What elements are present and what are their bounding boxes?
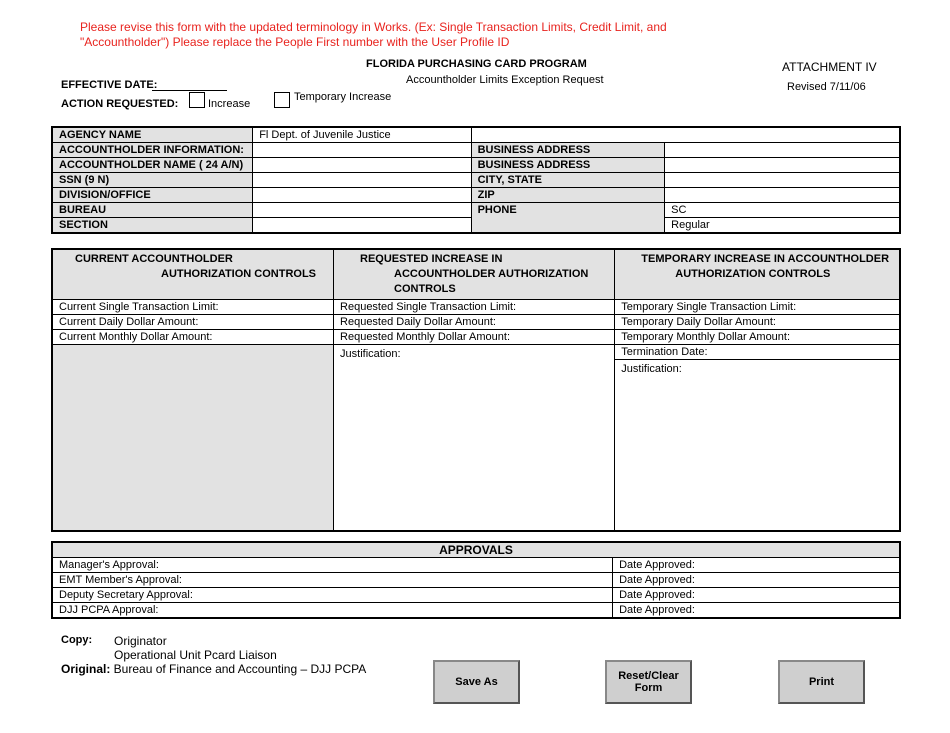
business-address-label-1: BUSINESS ADDRESS (471, 143, 665, 158)
revision-note-line-1: Please revise this form with the updated terminology in Works. (Ex: Single Transaction Limits, Credit Limit, and (80, 20, 667, 34)
agency-name-label: AGENCY NAME (52, 127, 253, 143)
temporary-single-limit[interactable]: Temporary Single Transaction Limit: (615, 300, 900, 315)
effective-date-field[interactable] (152, 90, 227, 91)
temporary-daily-amount[interactable]: Temporary Daily Dollar Amount: (615, 315, 900, 330)
emt-approval-field[interactable]: EMT Member's Approval: (52, 573, 613, 588)
accountholder-info-field[interactable] (253, 143, 471, 158)
temporary-justification-field[interactable] (615, 360, 900, 531)
current-daily-amount[interactable]: Current Daily Dollar Amount: (52, 315, 334, 330)
bureau-field[interactable] (253, 203, 471, 218)
authorization-controls-table (51, 248, 901, 532)
zip-field[interactable] (665, 188, 900, 203)
temporary-increase-checkbox[interactable] (274, 92, 290, 108)
requested-header-line-3: CONTROLS (394, 283, 456, 295)
attachment-label: ATTACHMENT IV (782, 60, 877, 74)
original-value: Bureau of Finance and Accounting – DJJ PCPA (110, 662, 367, 676)
form-subtitle: Accountholder Limits Exception Request (406, 74, 604, 86)
djj-pcpa-approval-field[interactable]: DJJ PCPA Approval: (52, 603, 613, 619)
save-as-button[interactable]: Save As (433, 660, 520, 704)
action-requested-label: ACTION REQUESTED: (61, 98, 179, 110)
division-office-field[interactable] (253, 188, 471, 203)
agency-blank-cell[interactable] (471, 127, 900, 143)
temporary-increase-label: Temporary Increase (294, 91, 392, 103)
deputy-secretary-approval-field[interactable]: Deputy Secretary Approval: (52, 588, 613, 603)
form-title: FLORIDA PURCHASING CARD PROGRAM (366, 58, 587, 70)
managers-approval-field[interactable]: Manager's Approval: (52, 558, 613, 573)
temporary-controls-header (615, 249, 900, 300)
revision-note-line-2: "Accountholder") Please replace the People First number with the User Profile ID (80, 35, 510, 49)
copy-originator: Originator (114, 634, 167, 648)
reset-clear-form-button[interactable]: Reset/Clear Form (605, 660, 692, 704)
print-button[interactable]: Print (778, 660, 865, 704)
emt-date-approved[interactable]: Date Approved: (613, 573, 900, 588)
current-blank-area (52, 345, 334, 531)
requested-controls-header (334, 249, 615, 300)
ssn-field[interactable] (253, 173, 471, 188)
copy-liaison: Operational Unit Pcard Liaison (114, 648, 277, 662)
temporary-monthly-amount[interactable]: Temporary Monthly Dollar Amount: (615, 330, 900, 345)
requested-header-line-2: ACCOUNTHOLDER AUTHORIZATION (394, 268, 589, 280)
division-office-label: DIVISION/OFFICE (52, 188, 253, 203)
requested-monthly-amount[interactable]: Requested Monthly Dollar Amount: (334, 330, 615, 345)
termination-date-field[interactable]: Termination Date: (615, 345, 900, 360)
agency-name-value[interactable]: Fl Dept. of Juvenile Justice (253, 127, 471, 143)
accountholder-name-field[interactable] (253, 158, 471, 173)
business-address-field-2[interactable] (665, 158, 900, 173)
requested-justification-label: Justification: (340, 348, 401, 360)
current-header-line-2: AUTHORIZATION CONTROLS (161, 268, 317, 280)
ssn-label: SSN (9 N) (52, 173, 253, 188)
city-state-label: CITY, STATE (471, 173, 665, 188)
requested-header-line-1: REQUESTED INCREASE IN (360, 253, 503, 265)
temporary-header-line-1: TEMPORARY INCREASE IN ACCOUNTHOLDER (641, 253, 890, 265)
approvals-table (51, 541, 901, 619)
current-controls-header (52, 249, 334, 300)
revision-note (80, 20, 700, 50)
section-field[interactable] (253, 218, 471, 234)
city-state-field[interactable] (665, 173, 900, 188)
original-line (61, 662, 366, 676)
temporary-header-line-2: AUTHORIZATION CONTROLS (675, 268, 831, 280)
copy-label: Copy: (61, 634, 93, 646)
temporary-justification-label: Justification: (621, 363, 682, 376)
requested-daily-amount[interactable]: Requested Daily Dollar Amount: (334, 315, 615, 330)
accountholder-info-table (51, 126, 901, 234)
revised-date: Revised 7/11/06 (787, 81, 866, 93)
requested-justification-field[interactable] (334, 345, 615, 531)
business-address-label-2: BUSINESS ADDRESS (471, 158, 665, 173)
phone-label: PHONE (471, 203, 665, 234)
approvals-header: APPROVALS (52, 542, 900, 558)
business-address-field-1[interactable] (665, 143, 900, 158)
increase-label: Increase (208, 98, 251, 110)
original-label: Original: (61, 662, 111, 676)
requested-single-limit[interactable]: Requested Single Transaction Limit: (334, 300, 615, 315)
djj-pcpa-date-approved[interactable]: Date Approved: (613, 603, 900, 619)
effective-date-label: EFFECTIVE DATE: (61, 79, 158, 91)
zip-label: ZIP (471, 188, 665, 203)
accountholder-info-label: ACCOUNTHOLDER INFORMATION: (52, 143, 253, 158)
phone-regular-field[interactable]: Regular (665, 218, 900, 234)
bureau-label: BUREAU (52, 203, 253, 218)
increase-checkbox[interactable] (189, 92, 205, 108)
deputy-secretary-date-approved[interactable]: Date Approved: (613, 588, 900, 603)
current-header-line-1: CURRENT ACCOUNTHOLDER (75, 253, 233, 265)
current-single-limit[interactable]: Current Single Transaction Limit: (52, 300, 334, 315)
phone-sc-field[interactable]: SC (665, 203, 900, 218)
managers-date-approved[interactable]: Date Approved: (613, 558, 900, 573)
current-monthly-amount[interactable]: Current Monthly Dollar Amount: (52, 330, 334, 345)
section-label: SECTION (52, 218, 253, 234)
accountholder-name-label: ACCOUNTHOLDER NAME ( 24 A/N) (52, 158, 253, 173)
